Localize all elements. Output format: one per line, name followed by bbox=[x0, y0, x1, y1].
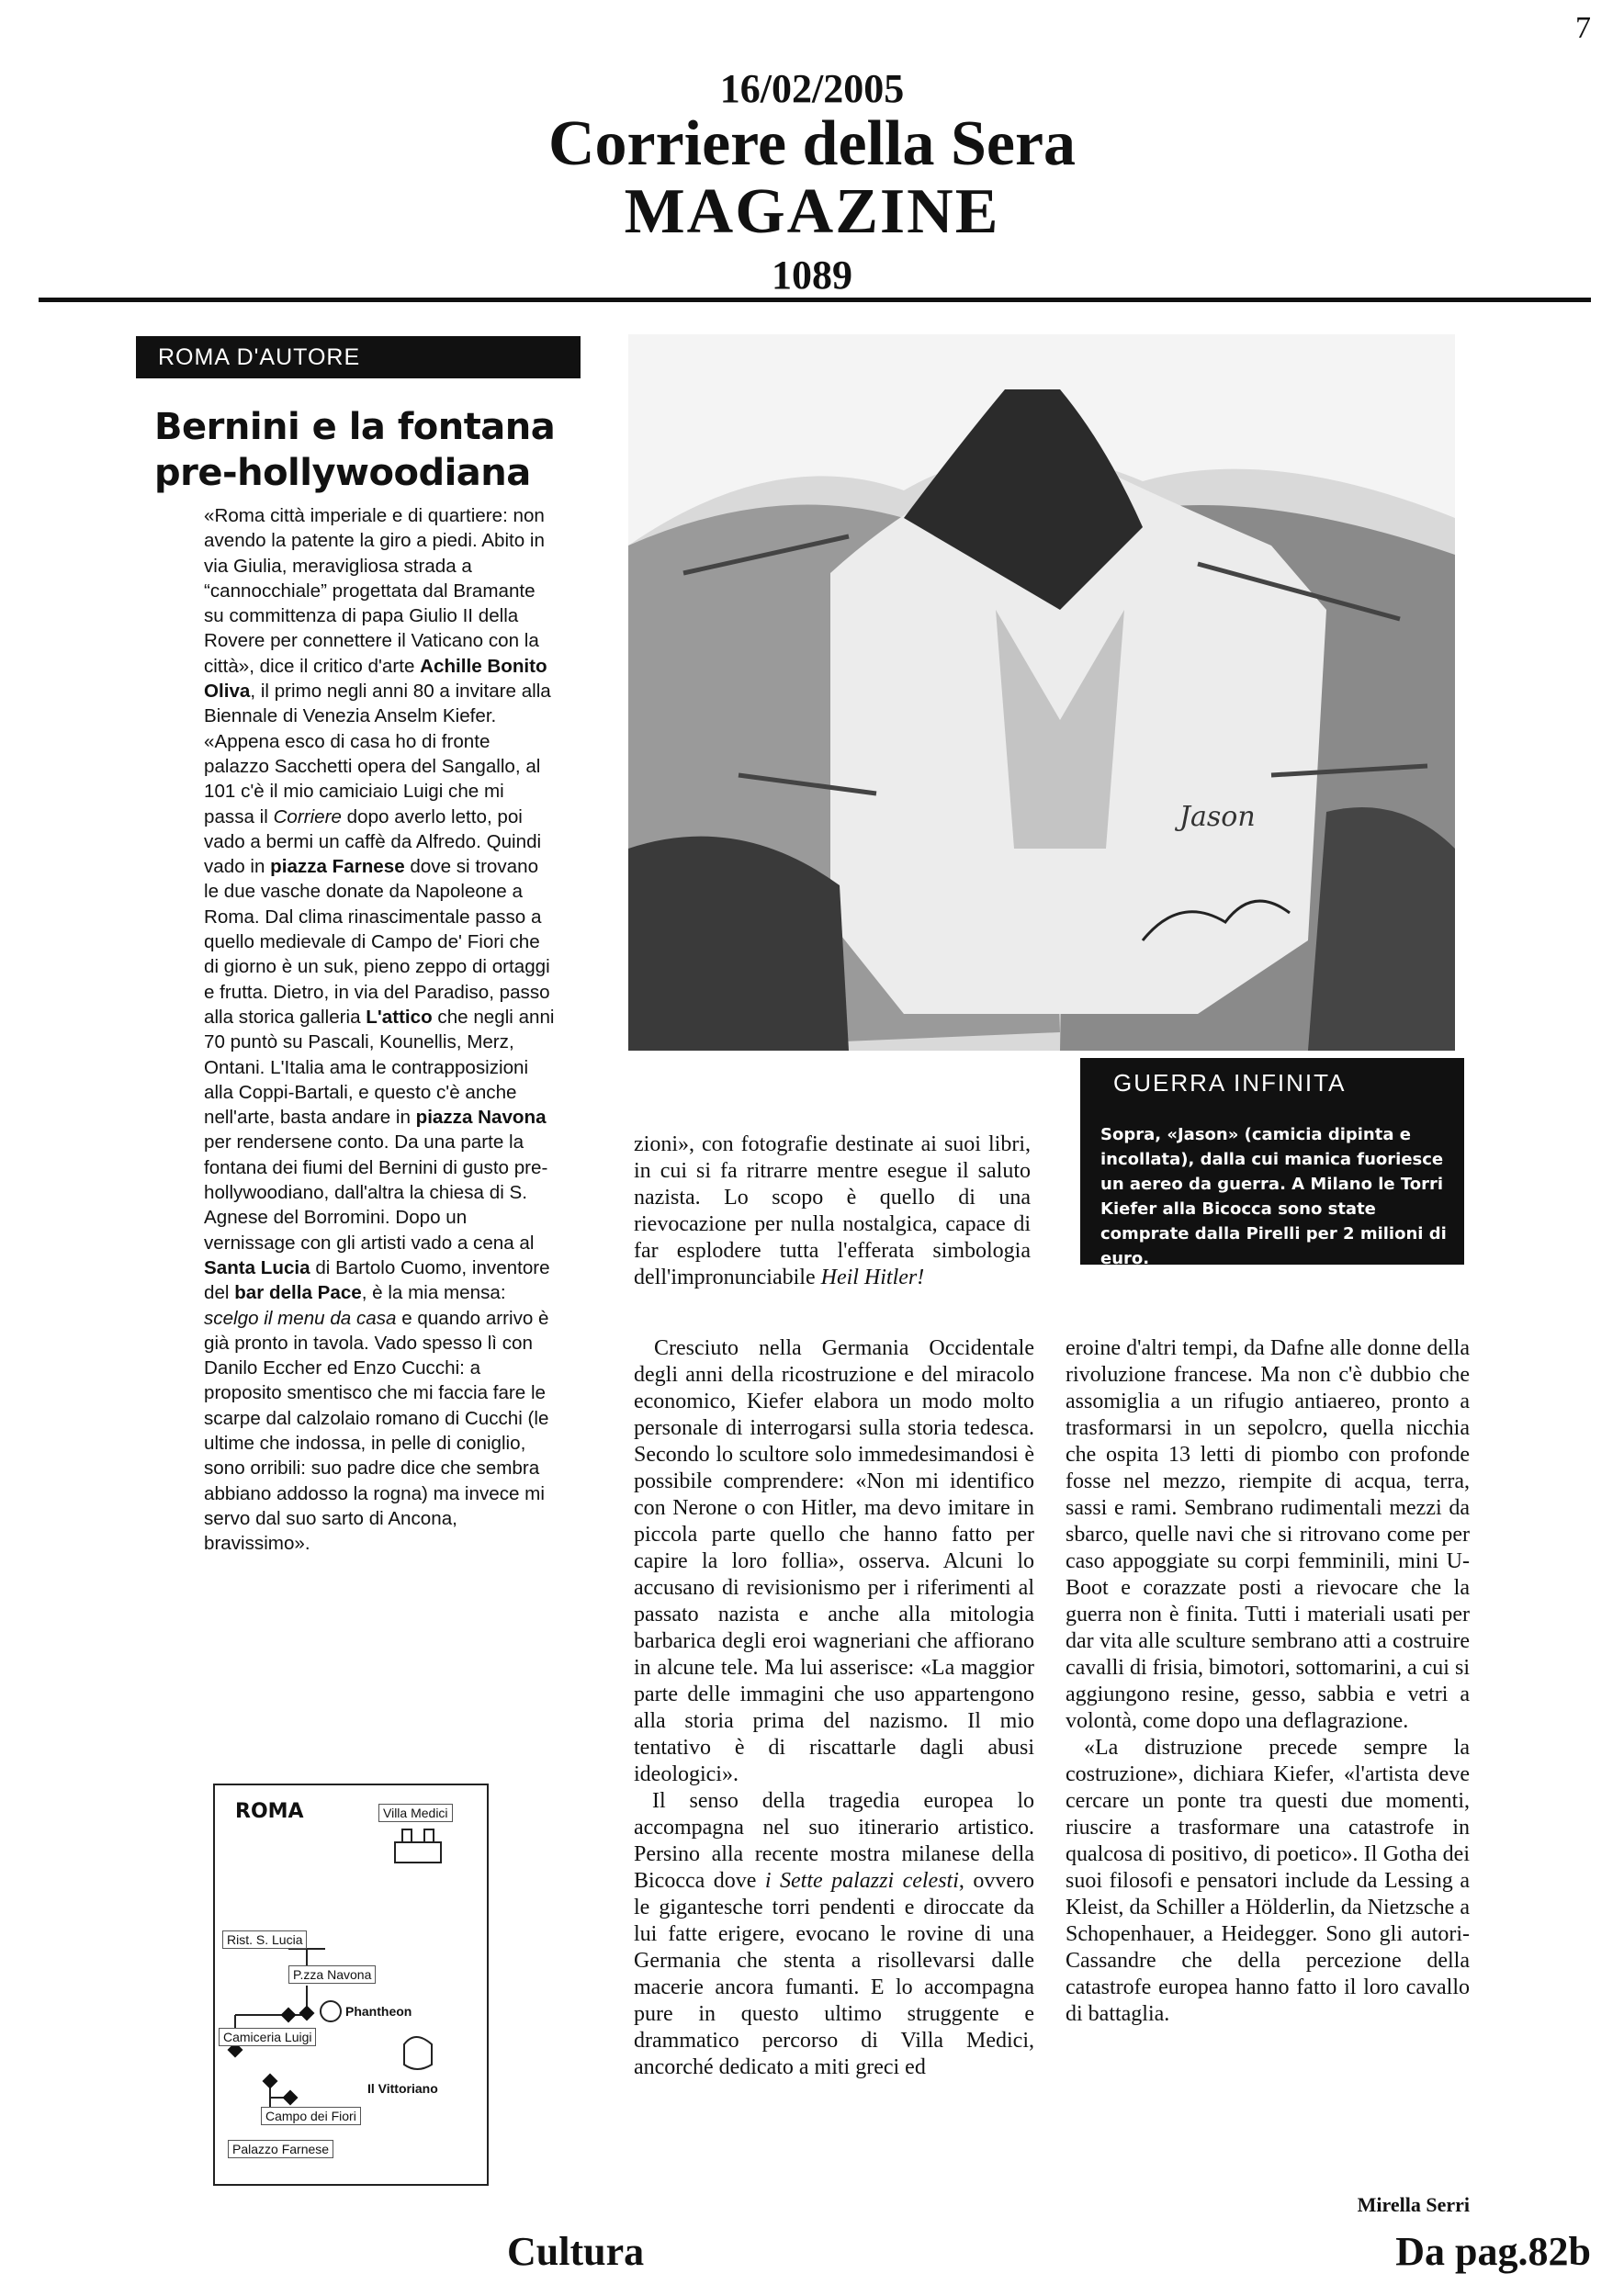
kiefer-jason-photo bbox=[628, 334, 1455, 1051]
sidebar-text-run: , il primo negli anni 80 a invitare alla Biennale di Venezia Anselm Kiefer. «Appena esco di casa ho di fronte palazzo Sacchetti opera del Sangallo, al 101 c'è il mio camiciaio Luigi che mi passa il bbox=[204, 681, 551, 827]
sidebar-text-run: , è la mia mensa: bbox=[361, 1282, 506, 1304]
article-italic: Heil Hitler! bbox=[820, 1266, 925, 1289]
masthead-paper: Corriere della Sera bbox=[547, 108, 1077, 180]
article-text-run: , ovvero le gigantesche torri pendenti e diroccate da lui fatte erigere, evocano le rovine di una Germania che stenta a risollevarsi dalle macerie ancora fumanti. E lo accompagna pure in questo ultimo struggente e drammatico percorso di Villa Medici, ancorché dedicato a miti greci ed bbox=[634, 1869, 1034, 2079]
article-paragraph: eroine d'altri tempi, da Dafne alle donne della rivoluzione francese. Ma non c'è dubbio che assomiglia a un rifugio antiaereo, pronto a trasformarsi in un sepolcro, quella nicchia che ospita 13 letti di piombo con profonde fosse nel mezzo, riempite di acqua, terra, sassi e rami. Sembrano rudimentali mezzi da sbarco, quelle navi che si ritrovano come per caso appoggiate su corpi femminili, mini U-Boot e corazzate posti a rievocare che la guerra non è finita. Tutti i materiali usati per dar vita alle sculture sembrano atti a costruire cavalli di frisia, bimotori, sottomarini, a cui si aggiungono resine, gesso, sabbia e vetri a volontà, come dopo una deflagrazione. bbox=[1066, 1336, 1470, 1733]
sidebar-body bbox=[204, 503, 557, 1556]
article-author: Mirella Serri bbox=[1357, 2193, 1470, 2216]
continued-from: Da pag.82b bbox=[1395, 2229, 1591, 2274]
section-label: Cultura bbox=[507, 2229, 645, 2274]
header-rule bbox=[39, 298, 1591, 302]
sidebar-text-run: «Roma città imperiale e di quartiere: non avendo la patente la giro a piedi. Abito in via Giulia, meravigliosa strada a “cannocchiale” progettata dal Bramante su committenza di papa Giulio II della Rovere per connettere il Vaticano con la città», dice il critico d'arte bbox=[204, 505, 545, 677]
article-text-run: Il senso della tragedia europea lo accompagna nel suo itinerario artistico. Persino alla recente mostra milanese della Bicocca dove bbox=[634, 1789, 1034, 1893]
map-label-villa-medici: Villa Medici bbox=[378, 1804, 453, 1822]
map-title: ROMA bbox=[235, 1800, 304, 1823]
caption-body: Sopra, «Jason» (camicia dipinta e incollata), dalla cui manica fuoriesce un aereo da guerra. A Milano le Torri Kiefer alla Bicocca sono state comprate dalla Pirelli per 2 milioni di euro. bbox=[1100, 1125, 1447, 1268]
sidebar-headline bbox=[154, 404, 595, 496]
map-label-camiceria-luigi: Camiceria Luigi bbox=[219, 2028, 316, 2046]
map-label-piazza-navona: P.zza Navona bbox=[288, 1965, 376, 1984]
article-paragraph: Cresciuto nella Germania Occidentale degli anni della ricostruzione e del miracolo economico, Kiefer elabora un modo molto personale di interrogarsi sulla storia tedesca. Secondo lo scultore solo immedesimandosi è possibile comprendere: «Non mi identifico con Nerone o con Hitler, ma devo imitare in piccola parte quello che hanno fatto per capire la loro follia», osserva. Alcuni lo accusano di revisionismo per i riferimenti al passato nazista e anche alla mitologia barbarica degli eroi wagneriani che affiorano in alcune tele. Ma lui asserisce: «La maggior parte delle immagini che uso appartengono alla storia prima del nazismo. Il mio tentativo è di riscattarle dagli abusi ideologici». bbox=[634, 1336, 1034, 1786]
article-column-2-top bbox=[634, 1131, 1031, 1291]
villa-medici-icon bbox=[395, 1829, 441, 1863]
sidebar-bold-place: L'attico bbox=[366, 1006, 433, 1028]
article-italic: i Sette palazzi celesti bbox=[764, 1869, 959, 1893]
sidebar-text-run: dopo averlo letto, poi vado a bermi un caffè da Alfredo. Quindi vado in bbox=[204, 805, 542, 878]
article-paragraph bbox=[634, 1788, 1034, 2081]
sidebar-bold-place: piazza Farnese bbox=[270, 856, 405, 878]
sidebar-italic: scelgo il menu da casa bbox=[204, 1307, 397, 1329]
map-label-pantheon: Phantheon bbox=[345, 2004, 412, 2019]
sidebar-bold-place: bar della Pace bbox=[234, 1282, 362, 1304]
sidebar-bold-place: piazza Navona bbox=[415, 1107, 547, 1129]
masthead-magazine: MAGAZINE bbox=[624, 175, 1000, 247]
sidebar-text-run: per rendersene conto. Da una parte la fontana dei fiumi del Bernini di gusto pre-hollywoodiano, dall'altra la chiesa di S. Agnese del Borromini. Dopo un vernissage con gli artisti vado a cena al bbox=[204, 1131, 548, 1254]
sidebar-italic: Corriere bbox=[273, 805, 342, 827]
map-label-campo-dei-fiori: Campo dei Fiori bbox=[261, 2107, 361, 2125]
sidebar-text-run: che negli anni 70 puntò su Pascali, Kounellis, Merz, Ontani. L'Italia ama le contrapposizioni alla Coppi-Bartali, e questo c'è anche nell'arte, basta andare in bbox=[204, 1006, 555, 1129]
headline-line-2: pre-hollywoodiana bbox=[154, 452, 531, 494]
caption-title: GUERRA INFINITA bbox=[1113, 1069, 1347, 1097]
page-number: 7 bbox=[1575, 11, 1591, 45]
headline-line-1: Bernini e la fontana bbox=[154, 406, 556, 448]
pantheon-icon bbox=[321, 2001, 341, 2021]
masthead-date: 16/02/2005 bbox=[719, 66, 905, 111]
article-column-3 bbox=[1066, 1335, 1470, 2028]
photo-signature: Jason bbox=[1179, 801, 1256, 833]
map-label-vittoriano: Il Vittoriano bbox=[367, 2081, 438, 2096]
sidebar-text-run: e quando arrivo è già pronto in tavola. Vado spesso lì con Danilo Eccher ed Enzo Cucchi: a proposito smentisco che mi faccia fare le scarpe dal calzolaio romano di Cucchi (le ultime che indossa, in pelle di coniglio, sono orribili: suo padre dice che sembra abbiano addosso la rogna) ma invece mi servo dal suo sarto di Ancona, bravissimo». bbox=[204, 1307, 549, 1555]
map-label-rist-santa-lucia: Rist. S. Lucia bbox=[222, 1930, 307, 1949]
vittoriano-icon bbox=[404, 2037, 432, 2069]
photo-image bbox=[628, 334, 1455, 1051]
sidebar-bold-name: Achille Bonito Oliva bbox=[204, 655, 547, 703]
sidebar-kicker: ROMA D'AUTORE bbox=[136, 336, 581, 378]
article-column-2 bbox=[634, 1335, 1034, 2081]
rome-map bbox=[213, 1784, 489, 2186]
sidebar-bold-place: Santa Lucia bbox=[204, 1256, 310, 1278]
sidebar-text-run: dove si trovano le due vasche donate da Napoleone a Roma. Dal clima rinascimentale passo a quello medievale di Campo de' Fiori che di giorno è un suk, pieno zeppo di ortaggi e frutta. Dietro, in via del Paradiso, passo alla storica galleria bbox=[204, 856, 550, 1028]
photo-caption-box bbox=[1080, 1058, 1464, 1268]
sidebar-text-run: di Bartolo Cuomo, inventore del bbox=[204, 1256, 550, 1304]
masthead bbox=[0, 68, 1624, 297]
article-text-run: zioni», con fotografie destinate ai suoi libri, in cui si fa ritrarre mentre esegue il saluto nazista. Lo scopo è quello di una rievocazione per nulla nostalgica, capace di far esplodere tutta l'efferata simbologia dell'impronunciabile bbox=[634, 1132, 1031, 1289]
article-paragraph: «La distruzione precede sempre la costruzione», dichiara Kiefer, «l'artista deve cercare un ponte tra questi due momenti, riuscire a trasformare una catastrofe in qualcosa di positivo, di poetico». Il Gotha dei suoi filosofi e pensatori include da Lessing a Kleist, da Schiller a Hölderlin, da Nietzsche a Schopenhauer, a Heidegger. Sono gli autori-Cassandre che della percezione della catastrofe europea hanno fatto il loro cavallo di battaglia. bbox=[1066, 1736, 1470, 2026]
masthead-issue: 1089 bbox=[772, 253, 852, 298]
map-label-palazzo-farnese: Palazzo Farnese bbox=[228, 2140, 333, 2158]
